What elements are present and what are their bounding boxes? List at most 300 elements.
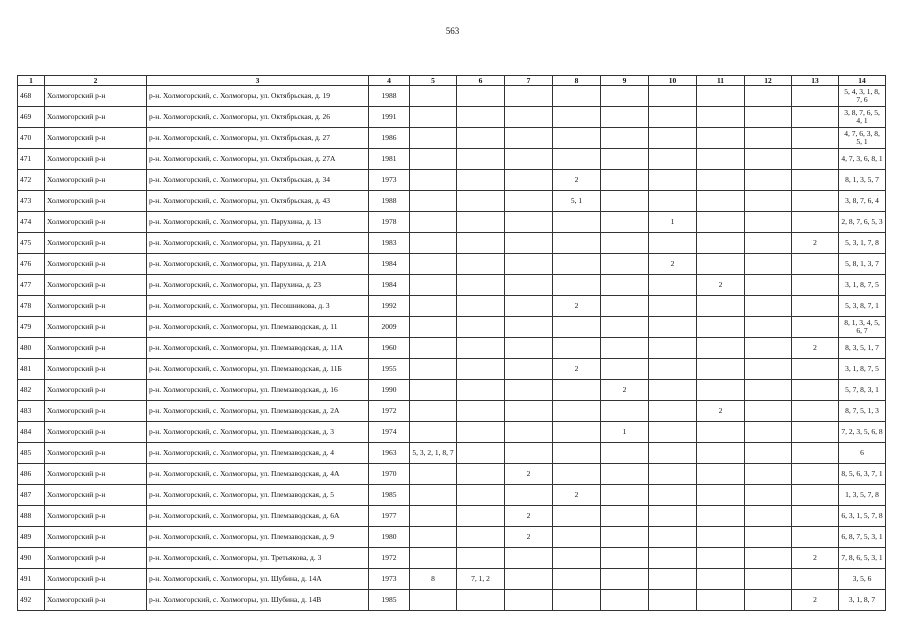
cell-col-12 [745,275,792,296]
table-row [18,149,886,170]
cell-address: р-н. Холмогорский, с. Холмогоры, ул. Октябрьская, д. 19 [147,86,369,107]
cell-col-12 [745,464,792,485]
column-header-4: 4 [369,76,410,86]
cell-col-14: 5, 7, 8, 3, 1 [839,380,886,401]
cell-col-11 [697,548,745,569]
cell-col-11 [697,359,745,380]
cell-district: Холмогорский р-н [45,359,147,380]
cell-col-8 [553,254,601,275]
cell-col-9 [601,569,649,590]
cell-year: 1972 [369,401,410,422]
column-header-5: 5 [410,76,457,86]
cell-row-number: 472 [18,170,45,191]
cell-district: Холмогорский р-н [45,506,147,527]
cell-col-13 [792,401,839,422]
cell-col-11 [697,254,745,275]
cell-col-12 [745,548,792,569]
cell-col-12 [745,233,792,254]
cell-col-12 [745,149,792,170]
cell-col-8 [553,86,601,107]
cell-col-6 [457,506,505,527]
cell-col-5 [410,485,457,506]
cell-col-11 [697,296,745,317]
cell-col-8: 2 [553,485,601,506]
cell-col-12 [745,401,792,422]
cell-col-12 [745,359,792,380]
cell-col-9 [601,590,649,611]
cell-year: 1983 [369,233,410,254]
cell-col-10 [649,590,697,611]
cell-address: р-н. Холмогорский, с. Холмогоры, ул. Октябрьская, д. 34 [147,170,369,191]
cell-col-10 [649,191,697,212]
cell-col-8 [553,338,601,359]
cell-col-8: 2 [553,296,601,317]
cell-col-5: 5, 3, 2, 1, 8, 7 [410,443,457,464]
table-row [18,380,886,401]
cell-col-10 [649,569,697,590]
table-row [18,401,886,422]
cell-col-13 [792,86,839,107]
cell-col-12 [745,254,792,275]
column-header-9: 9 [601,76,649,86]
cell-col-7 [505,338,553,359]
cell-col-9 [601,212,649,233]
cell-address: р-н. Холмогорский, с. Холмогоры, ул. Племзаводская, д. 3 [147,422,369,443]
cell-col-7 [505,569,553,590]
cell-col-9 [601,338,649,359]
cell-col-8: 5, 1 [553,191,601,212]
cell-row-number: 485 [18,443,45,464]
cell-row-number: 481 [18,359,45,380]
cell-col-11 [697,506,745,527]
cell-year: 1985 [369,485,410,506]
cell-col-14: 7, 2, 3, 5, 6, 8 [839,422,886,443]
cell-col-6 [457,170,505,191]
cell-col-8 [553,380,601,401]
cell-col-13 [792,296,839,317]
cell-col-14: 6, 3, 1, 5, 7, 8 [839,506,886,527]
cell-col-13 [792,212,839,233]
header-row [18,76,886,86]
cell-district: Холмогорский р-н [45,254,147,275]
cell-year: 1985 [369,590,410,611]
cell-col-9: 1 [601,422,649,443]
cell-col-5: 8 [410,569,457,590]
cell-row-number: 477 [18,275,45,296]
cell-col-7 [505,485,553,506]
cell-address: р-н. Холмогорский, с. Холмогоры, ул. Племзаводская, д. 9 [147,527,369,548]
cell-col-14: 6, 8, 7, 5, 3, 1 [839,527,886,548]
cell-year: 1963 [369,443,410,464]
cell-district: Холмогорский р-н [45,170,147,191]
cell-col-9 [601,170,649,191]
table-row [18,170,886,191]
cell-col-14: 1, 3, 5, 7, 8 [839,485,886,506]
cell-col-5 [410,548,457,569]
cell-col-5 [410,149,457,170]
cell-col-10 [649,380,697,401]
column-header-3: 3 [147,76,369,86]
cell-col-12 [745,422,792,443]
cell-col-13 [792,254,839,275]
cell-year: 1984 [369,254,410,275]
cell-row-number: 478 [18,296,45,317]
cell-row-number: 475 [18,233,45,254]
cell-col-14: 3, 1, 8, 7 [839,590,886,611]
cell-col-13: 2 [792,338,839,359]
cell-col-12 [745,590,792,611]
table-row [18,527,886,548]
table-row [18,86,886,107]
cell-col-7: 2 [505,527,553,548]
table-row [18,548,886,569]
cell-district: Холмогорский р-н [45,485,147,506]
cell-col-5 [410,317,457,338]
cell-col-13 [792,506,839,527]
cell-col-11 [697,317,745,338]
cell-col-9 [601,296,649,317]
cell-row-number: 471 [18,149,45,170]
table-row [18,485,886,506]
cell-col-11: 2 [697,275,745,296]
cell-col-8 [553,149,601,170]
cell-district: Холмогорский р-н [45,296,147,317]
cell-col-7 [505,170,553,191]
cell-col-5 [410,338,457,359]
cell-year: 1970 [369,464,410,485]
cell-col-8 [553,401,601,422]
cell-col-6 [457,233,505,254]
cell-col-10 [649,338,697,359]
cell-col-9 [601,485,649,506]
cell-col-7 [505,317,553,338]
cell-col-11 [697,191,745,212]
cell-col-12 [745,527,792,548]
cell-col-7 [505,149,553,170]
cell-year: 2009 [369,317,410,338]
cell-address: р-н. Холмогорский, с. Холмогоры, ул. Племзаводская, д. 16 [147,380,369,401]
cell-col-11: 2 [697,401,745,422]
cell-col-13 [792,191,839,212]
cell-col-8: 2 [553,170,601,191]
cell-col-11 [697,338,745,359]
cell-address: р-н. Холмогорский, с. Холмогоры, ул. Племзаводская, д. 4 [147,443,369,464]
cell-col-6 [457,275,505,296]
table-row [18,191,886,212]
cell-address: р-н. Холмогорский, с. Холмогоры, ул. Племзаводская, д. 2А [147,401,369,422]
cell-col-14: 5, 8, 1, 3, 7 [839,254,886,275]
cell-year: 1977 [369,506,410,527]
cell-col-14: 3, 5, 6 [839,569,886,590]
cell-col-14: 7, 8, 6, 5, 3, 1 [839,548,886,569]
cell-col-9 [601,464,649,485]
cell-col-14: 3, 8, 7, 6, 4 [839,191,886,212]
cell-col-10 [649,107,697,128]
cell-address: р-н. Холмогорский, с. Холмогоры, ул. Шубина, д. 14В [147,590,369,611]
cell-row-number: 489 [18,527,45,548]
cell-col-8 [553,443,601,464]
cell-col-6 [457,149,505,170]
cell-col-7 [505,191,553,212]
cell-col-9 [601,548,649,569]
cell-col-10: 1 [649,212,697,233]
cell-year: 1981 [369,149,410,170]
cell-col-10 [649,317,697,338]
cell-address: р-н. Холмогорский, с. Холмогоры, ул. Племзаводская, д. 11А [147,338,369,359]
cell-col-9 [601,149,649,170]
cell-district: Холмогорский р-н [45,128,147,149]
cell-col-11 [697,149,745,170]
cell-address: р-н. Холмогорский, с. Холмогоры, ул. Октябрьская, д. 27А [147,149,369,170]
cell-col-12 [745,485,792,506]
cell-col-5 [410,380,457,401]
cell-col-5 [410,464,457,485]
cell-col-8 [553,212,601,233]
table-row [18,212,886,233]
cell-col-8 [553,317,601,338]
cell-col-12 [745,86,792,107]
cell-row-number: 474 [18,212,45,233]
column-header-6: 6 [457,76,505,86]
cell-col-9 [601,233,649,254]
cell-col-13 [792,128,839,149]
cell-col-6: 7, 1, 2 [457,569,505,590]
column-header-7: 7 [505,76,553,86]
cell-year: 1991 [369,107,410,128]
cell-col-14: 5, 3, 8, 7, 1 [839,296,886,317]
cell-col-8 [553,233,601,254]
cell-col-13 [792,422,839,443]
table-row [18,464,886,485]
cell-col-9 [601,275,649,296]
cell-col-11 [697,464,745,485]
cell-year: 1986 [369,128,410,149]
cell-col-14: 5, 3, 1, 7, 8 [839,233,886,254]
cell-col-5 [410,86,457,107]
cell-row-number: 473 [18,191,45,212]
cell-col-13 [792,443,839,464]
table-row [18,443,886,464]
cell-row-number: 469 [18,107,45,128]
cell-row-number: 470 [18,128,45,149]
cell-col-6 [457,254,505,275]
cell-address: р-н. Холмогорский, с. Холмогоры, ул. Племзаводская, д. 11Б [147,359,369,380]
cell-year: 1973 [369,569,410,590]
cell-col-14: 8, 1, 3, 4, 5, 6, 7 [839,317,886,338]
cell-col-13 [792,107,839,128]
cell-col-7 [505,548,553,569]
cell-district: Холмогорский р-н [45,569,147,590]
cell-col-6 [457,443,505,464]
cell-col-6 [457,485,505,506]
cell-row-number: 484 [18,422,45,443]
cell-col-6 [457,212,505,233]
column-header-2: 2 [45,76,147,86]
cell-row-number: 476 [18,254,45,275]
cell-col-12 [745,296,792,317]
cell-col-8 [553,569,601,590]
cell-col-14: 8, 5, 6, 3, 7, 1 [839,464,886,485]
cell-col-5 [410,191,457,212]
table-row [18,128,886,149]
cell-district: Холмогорский р-н [45,401,147,422]
cell-district: Холмогорский р-н [45,464,147,485]
column-header-1: 1 [18,76,45,86]
table-row [18,275,886,296]
cell-year: 1988 [369,191,410,212]
cell-col-12 [745,443,792,464]
table-row [18,569,886,590]
table-row [18,506,886,527]
cell-col-14: 2, 8, 7, 6, 5, 3 [839,212,886,233]
cell-col-10 [649,233,697,254]
cell-col-7 [505,590,553,611]
cell-district: Холмогорский р-н [45,212,147,233]
cell-col-8 [553,128,601,149]
cell-col-11 [697,485,745,506]
cell-col-10: 2 [649,254,697,275]
cell-col-14: 6 [839,443,886,464]
cell-year: 1974 [369,422,410,443]
cell-col-10 [649,527,697,548]
cell-col-7 [505,443,553,464]
cell-col-10 [649,401,697,422]
cell-year: 1984 [369,275,410,296]
cell-col-10 [649,149,697,170]
cell-col-8 [553,590,601,611]
cell-address: р-н. Холмогорский, с. Холмогоры, ул. Парухина, д. 23 [147,275,369,296]
cell-district: Холмогорский р-н [45,443,147,464]
cell-address: р-н. Холмогорский, с. Холмогоры, ул. Третьякова, д. 3 [147,548,369,569]
cell-row-number: 486 [18,464,45,485]
cell-col-7 [505,86,553,107]
table-row [18,107,886,128]
cell-district: Холмогорский р-н [45,86,147,107]
cell-col-10 [649,170,697,191]
cell-col-14: 5, 4, 3, 1, 8, 7, 6 [839,86,886,107]
cell-col-6 [457,338,505,359]
cell-col-8: 2 [553,359,601,380]
cell-col-6 [457,296,505,317]
cell-col-10 [649,548,697,569]
cell-col-6 [457,548,505,569]
cell-col-7 [505,401,553,422]
cell-year: 1992 [369,296,410,317]
cell-col-13 [792,170,839,191]
cell-district: Холмогорский р-н [45,422,147,443]
cell-col-11 [697,233,745,254]
cell-col-8 [553,422,601,443]
cell-col-6 [457,191,505,212]
cell-col-8 [553,506,601,527]
column-header-10: 10 [649,76,697,86]
cell-col-11 [697,443,745,464]
cell-col-5 [410,128,457,149]
cell-district: Холмогорский р-н [45,107,147,128]
page-number: 563 [445,26,460,36]
cell-col-7 [505,254,553,275]
cell-col-7: 2 [505,506,553,527]
cell-col-12 [745,338,792,359]
cell-col-9 [601,254,649,275]
cell-col-8 [553,464,601,485]
cell-col-13 [792,527,839,548]
column-header-14: 14 [839,76,886,86]
cell-col-10 [649,128,697,149]
cell-col-9 [601,86,649,107]
cell-col-6 [457,359,505,380]
cell-col-12 [745,128,792,149]
cell-row-number: 490 [18,548,45,569]
cell-col-11 [697,170,745,191]
cell-col-9 [601,506,649,527]
cell-col-11 [697,527,745,548]
cell-row-number: 488 [18,506,45,527]
cell-district: Холмогорский р-н [45,380,147,401]
cell-col-6 [457,380,505,401]
cell-col-11 [697,590,745,611]
cell-col-5 [410,254,457,275]
cell-district: Холмогорский р-н [45,275,147,296]
table-row [18,317,886,338]
cell-col-6 [457,86,505,107]
table-body [18,86,886,611]
cell-col-10 [649,443,697,464]
cell-col-8 [553,527,601,548]
cell-year: 1988 [369,86,410,107]
cell-col-12 [745,317,792,338]
cell-col-6 [457,422,505,443]
cell-col-13 [792,569,839,590]
cell-col-12 [745,212,792,233]
cell-year: 1990 [369,380,410,401]
table-row [18,422,886,443]
cell-col-10 [649,464,697,485]
cell-col-13 [792,149,839,170]
cell-col-10 [649,359,697,380]
cell-col-14: 3, 1, 8, 7, 5 [839,275,886,296]
cell-col-14: 8, 3, 5, 1, 7 [839,338,886,359]
cell-col-11 [697,569,745,590]
cell-col-7 [505,380,553,401]
cell-address: р-н. Холмогорский, с. Холмогоры, ул. Племзаводская, д. 4А [147,464,369,485]
column-header-8: 8 [553,76,601,86]
cell-district: Холмогорский р-н [45,149,147,170]
cell-col-10 [649,86,697,107]
cell-col-11 [697,422,745,443]
cell-col-7 [505,422,553,443]
cell-col-12 [745,569,792,590]
cell-col-5 [410,506,457,527]
cell-col-7 [505,275,553,296]
cell-row-number: 487 [18,485,45,506]
table-row [18,254,886,275]
table-row [18,233,886,254]
cell-col-12 [745,170,792,191]
cell-col-9 [601,128,649,149]
cell-col-7 [505,212,553,233]
cell-district: Холмогорский р-н [45,548,147,569]
cell-col-13: 2 [792,548,839,569]
cell-district: Холмогорский р-н [45,527,147,548]
cell-col-14: 8, 1, 3, 5, 7 [839,170,886,191]
column-header-11: 11 [697,76,745,86]
cell-col-12 [745,506,792,527]
cell-col-5 [410,590,457,611]
cell-year: 1980 [369,527,410,548]
cell-col-7 [505,296,553,317]
cell-year: 1973 [369,170,410,191]
